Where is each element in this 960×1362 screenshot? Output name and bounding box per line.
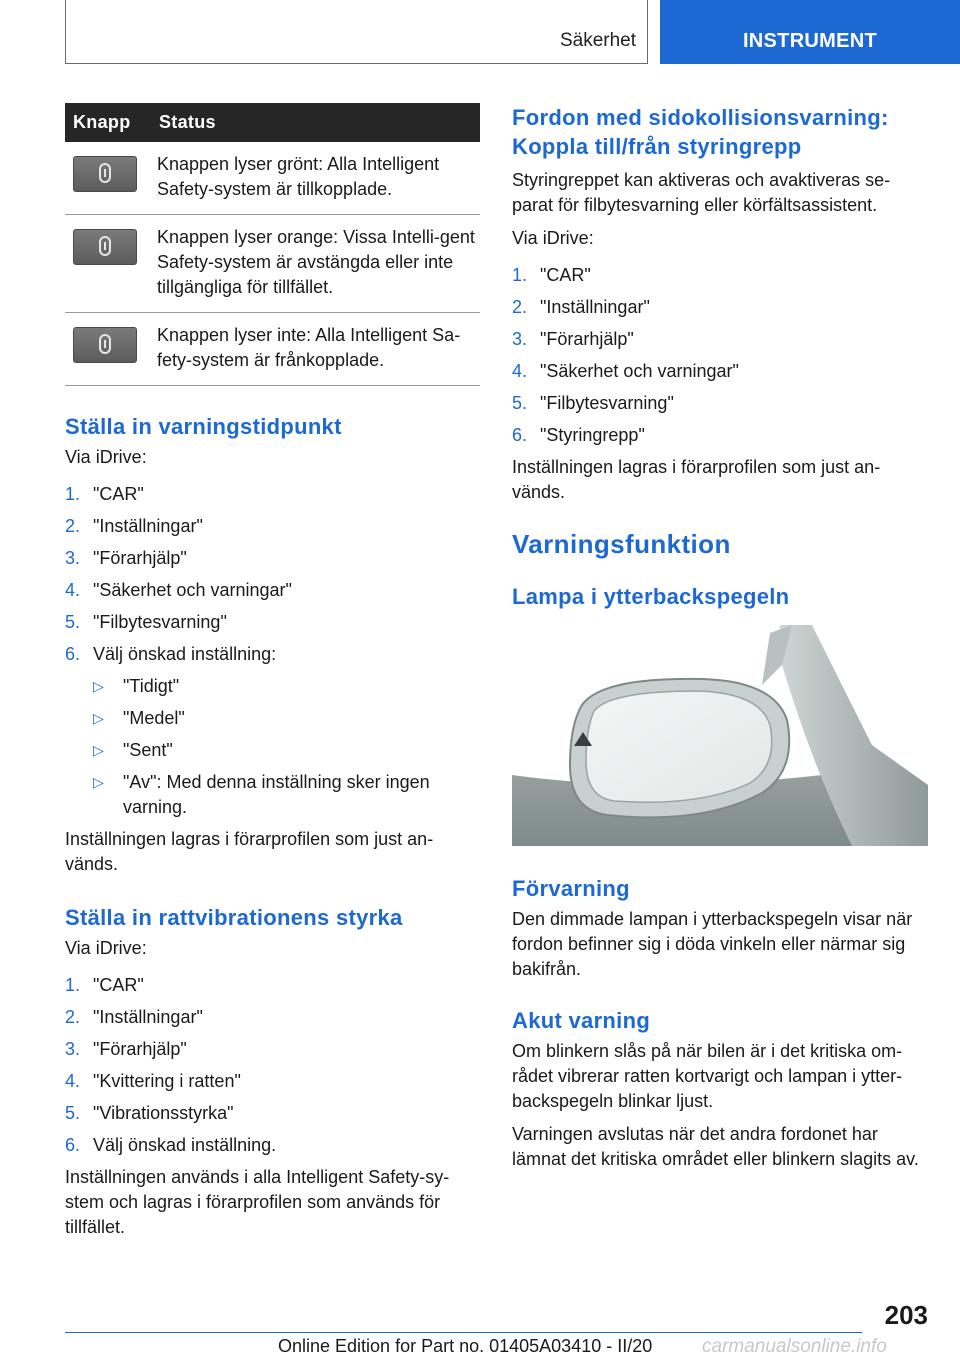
intelligent-safety-button-icon bbox=[73, 229, 137, 265]
via-idrive-label: Via iDrive: bbox=[65, 447, 147, 467]
header-chapter-tab[interactable]: INSTRUMENT bbox=[660, 0, 960, 64]
subsection-title-acute-warning: Akut varning bbox=[512, 1008, 651, 1033]
footer-edition: Online Edition for Part no. 01405A03410 - II/20 bbox=[278, 1336, 653, 1356]
list-item: 4. "Säkerhet och varningar" bbox=[65, 580, 292, 600]
list-item: 1. "CAR" bbox=[512, 265, 591, 285]
option-item: ▷ "Sent" bbox=[65, 738, 480, 763]
table-row bbox=[65, 142, 480, 215]
list-item: 2. "Inställningar" bbox=[65, 1007, 203, 1027]
list-item: 5. "Filbytesvarning" bbox=[65, 612, 227, 632]
list-item: 4. "Kvittering i ratten" bbox=[65, 1071, 241, 1091]
section-title-side-collision: Fordon med sidokollisionsvarning: Koppla till/från styringrepp bbox=[512, 105, 889, 159]
table-header-status: Status bbox=[157, 103, 480, 142]
section-title-warning-time: Ställa in varningstidpunkt bbox=[65, 414, 342, 439]
triangle-bullet-icon: ▷ bbox=[93, 774, 104, 790]
section-title-warning-function: Varningsfunktion bbox=[512, 529, 731, 559]
list-item: 4. "Säkerhet och varningar" bbox=[512, 361, 739, 381]
section-title-vibration: Ställa in rattvibrationens styrka bbox=[65, 905, 403, 930]
list-item: 3. "Förarhjälp" bbox=[65, 548, 187, 568]
option-item: ▷ "Av": Med denna inställning sker ingen varning. bbox=[93, 772, 430, 817]
side-mirror-illustration bbox=[512, 625, 928, 846]
table-header-button: Knapp bbox=[65, 103, 157, 142]
triangle-bullet-icon: ▷ bbox=[93, 678, 104, 694]
right-column bbox=[512, 103, 930, 1172]
triangle-bullet-icon: ▷ bbox=[93, 710, 104, 726]
list-item: 6. Välj önskad inställning. bbox=[65, 1135, 277, 1155]
watermark-logo: carmanualsonline.info bbox=[702, 1336, 887, 1357]
intelligent-safety-button-icon bbox=[73, 156, 137, 192]
side-collision-intro: Styringreppet kan aktiveras och avaktiveras se-parat för filbytesvarning eller körfältsassistent. bbox=[512, 170, 891, 215]
subsection-title-pre-warning: Förvarning bbox=[512, 876, 630, 901]
status-text: Knappen lyser grönt: Alla Intelligent Safety-system är tillkopplade. bbox=[157, 142, 480, 215]
side-collision-steps bbox=[512, 263, 930, 448]
vibration-note: Inställningen används i alla Intelligent Safety-sy-stem och lagras i förarprofilen som används för tillfället. bbox=[65, 1167, 450, 1237]
status-text: Knappen lyser orange: Vissa Intelli-gent Safety-system är avstängda eller inte tillgängliga för tillfället. bbox=[157, 215, 480, 313]
option-item: ▷ "Medel" bbox=[65, 706, 480, 731]
acute-warning-text: Om blinkern slås på när bilen är i det kritiska om-rådet vibrerar ratten kortvarigt och lampan i ytter-backspegeln blinkar ljust. bbox=[512, 1041, 903, 1111]
vibration-steps bbox=[65, 973, 480, 1158]
via-idrive-label: Via iDrive: bbox=[65, 938, 147, 958]
side-collision-note: Inställningen lagras i förarprofilen som just an-vänds. bbox=[512, 457, 881, 502]
triangle-bullet-icon: ▷ bbox=[93, 742, 104, 758]
warning-time-steps bbox=[65, 482, 480, 667]
list-item: 1. "CAR" bbox=[65, 484, 144, 504]
list-item: 5. "Filbytesvarning" bbox=[512, 393, 674, 413]
header-section-title: Säkerhet bbox=[559, 30, 636, 51]
pre-warning-text: Den dimmade lampan i ytterbackspegeln visar när fordon befinner sig i döda vinkeln eller närmar sig bakifrån. bbox=[512, 909, 913, 979]
button-status-table bbox=[65, 103, 480, 386]
warning-end-text: Varningen avslutas när det andra fordonet har lämnat det kritiska området eller blinkern slagits av. bbox=[512, 1124, 919, 1169]
list-item: 1. "CAR" bbox=[65, 975, 144, 995]
left-column bbox=[65, 103, 480, 1240]
list-item: 6. "Styringrepp" bbox=[512, 425, 645, 445]
list-item: 5. "Vibrationsstyrka" bbox=[65, 1103, 234, 1123]
status-text: Knappen lyser inte: Alla Intelligent Sa-fety-system är frånkopplade. bbox=[157, 313, 480, 386]
via-idrive-label: Via iDrive: bbox=[512, 228, 594, 248]
warning-time-note: Inställningen lagras i förarprofilen som just an-vänds. bbox=[65, 829, 434, 874]
warning-time-options bbox=[65, 674, 480, 820]
table-row bbox=[65, 313, 480, 386]
list-item: 6. Välj önskad inställning: bbox=[65, 644, 277, 664]
list-item: 3. "Förarhjälp" bbox=[65, 1039, 187, 1059]
list-item: 2. "Inställningar" bbox=[65, 516, 203, 536]
footer-divider bbox=[65, 1332, 862, 1333]
page-number: 203 bbox=[884, 1300, 928, 1330]
table-row bbox=[65, 215, 480, 313]
list-item: 2. "Inställningar" bbox=[512, 297, 650, 317]
intelligent-safety-button-icon bbox=[73, 327, 137, 363]
option-item: ▷ "Tidigt" bbox=[65, 674, 480, 699]
list-item: 3. "Förarhjälp" bbox=[512, 329, 634, 349]
subsection-title-mirror-lamp: Lampa i ytterbackspegeln bbox=[512, 584, 790, 609]
